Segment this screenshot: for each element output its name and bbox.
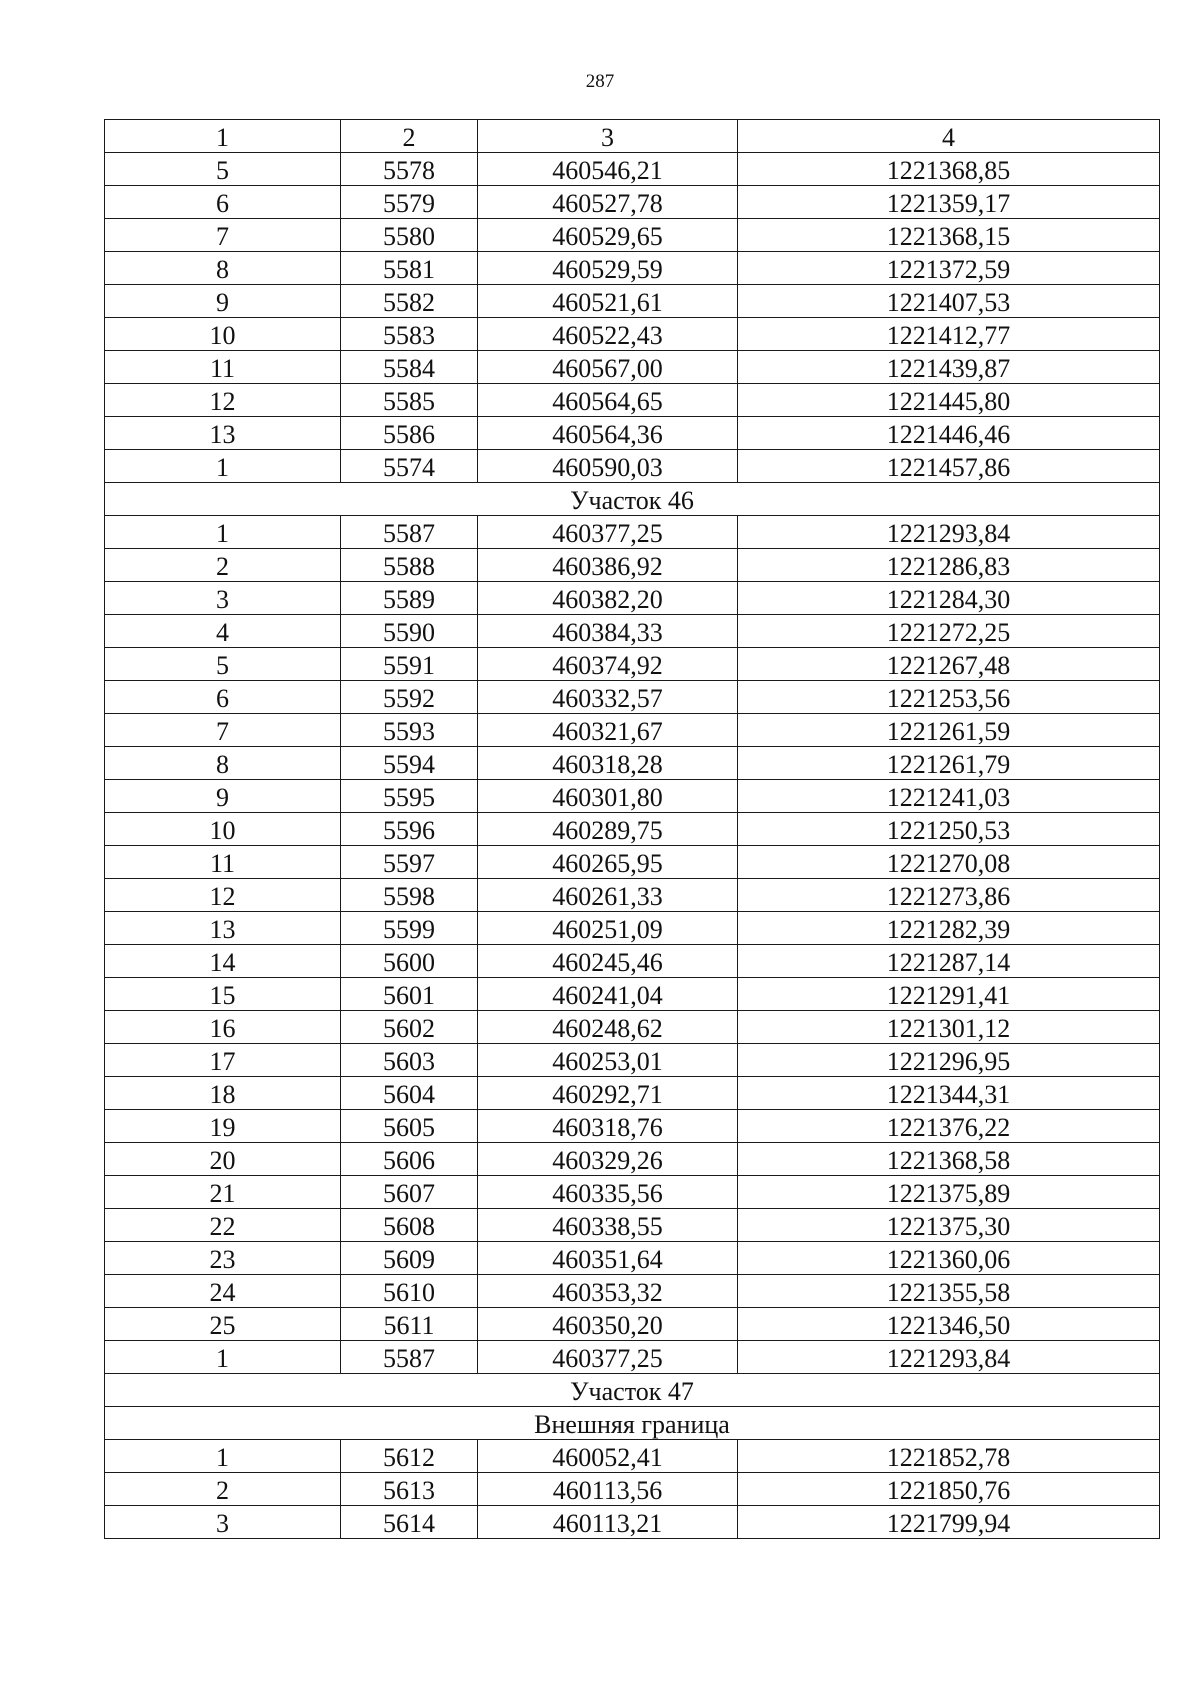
table-row	[105, 912, 1160, 945]
section-header-row	[105, 1374, 1160, 1407]
table-row	[105, 1143, 1160, 1176]
point-number-cell: 25	[105, 1308, 341, 1341]
coord-y-cell: 1221368,85	[738, 153, 1160, 186]
point-id-cell: 5598	[341, 879, 478, 912]
coord-y-cell: 1221296,95	[738, 1044, 1160, 1077]
table-row	[105, 417, 1160, 450]
table-row	[105, 1110, 1160, 1143]
coord-x-cell: 460332,57	[478, 681, 738, 714]
coord-y-cell: 1221261,79	[738, 747, 1160, 780]
point-id-cell: 5578	[341, 153, 478, 186]
coord-x-cell: 460377,25	[478, 516, 738, 549]
point-id-cell: 5597	[341, 846, 478, 879]
coord-x-cell: 460529,59	[478, 252, 738, 285]
table-row	[105, 582, 1160, 615]
coord-y-cell: 1221267,48	[738, 648, 1160, 681]
point-number-cell: 13	[105, 912, 341, 945]
coord-y-cell: 1221360,06	[738, 1242, 1160, 1275]
point-number-cell: 1	[105, 450, 341, 483]
point-number-cell: 9	[105, 780, 341, 813]
table-row	[105, 1176, 1160, 1209]
table-row	[105, 615, 1160, 648]
point-number-cell: 10	[105, 318, 341, 351]
coord-x-cell: 460261,33	[478, 879, 738, 912]
table-row	[105, 1341, 1160, 1374]
coord-x-cell: 460318,28	[478, 747, 738, 780]
table-row	[105, 549, 1160, 582]
coord-y-cell: 1221372,59	[738, 252, 1160, 285]
coord-x-cell: 460113,56	[478, 1473, 738, 1506]
section-header-row	[105, 1407, 1160, 1440]
point-number-cell: 16	[105, 1011, 341, 1044]
coord-x-cell: 460245,46	[478, 945, 738, 978]
point-id-cell: 5603	[341, 1044, 478, 1077]
table-row	[105, 780, 1160, 813]
coord-y-cell: 1221852,78	[738, 1440, 1160, 1473]
header-cell-3: 3	[478, 120, 738, 153]
table-row	[105, 813, 1160, 846]
point-id-cell: 5601	[341, 978, 478, 1011]
coord-y-cell: 1221439,87	[738, 351, 1160, 384]
coord-y-cell: 1221368,15	[738, 219, 1160, 252]
point-id-cell: 5591	[341, 648, 478, 681]
point-number-cell: 8	[105, 252, 341, 285]
point-id-cell: 5586	[341, 417, 478, 450]
coord-x-cell: 460353,32	[478, 1275, 738, 1308]
point-number-cell: 2	[105, 549, 341, 582]
coord-x-cell: 460350,20	[478, 1308, 738, 1341]
coord-x-cell: 460351,64	[478, 1242, 738, 1275]
table-row	[105, 384, 1160, 417]
coord-y-cell: 1221250,53	[738, 813, 1160, 846]
coord-x-cell: 460567,00	[478, 351, 738, 384]
table-row	[105, 1209, 1160, 1242]
coord-x-cell: 460386,92	[478, 549, 738, 582]
coord-x-cell: 460265,95	[478, 846, 738, 879]
table-row	[105, 1440, 1160, 1473]
coord-x-cell: 460527,78	[478, 186, 738, 219]
coord-x-cell: 460335,56	[478, 1176, 738, 1209]
coord-y-cell: 1221344,31	[738, 1077, 1160, 1110]
coord-x-cell: 460292,71	[478, 1077, 738, 1110]
coord-x-cell: 460374,92	[478, 648, 738, 681]
table-row	[105, 219, 1160, 252]
coord-y-cell: 1221375,89	[738, 1176, 1160, 1209]
header-cell-4: 4	[738, 120, 1160, 153]
header-row	[105, 120, 1160, 153]
point-id-cell: 5604	[341, 1077, 478, 1110]
coord-y-cell: 1221445,80	[738, 384, 1160, 417]
point-id-cell: 5590	[341, 615, 478, 648]
point-id-cell: 5613	[341, 1473, 478, 1506]
coord-x-cell: 460248,62	[478, 1011, 738, 1044]
point-id-cell: 5592	[341, 681, 478, 714]
coord-y-cell: 1221282,39	[738, 912, 1160, 945]
coord-y-cell: 1221359,17	[738, 186, 1160, 219]
point-id-cell: 5581	[341, 252, 478, 285]
table-row	[105, 153, 1160, 186]
point-number-cell: 24	[105, 1275, 341, 1308]
point-number-cell: 23	[105, 1242, 341, 1275]
coord-y-cell: 1221287,14	[738, 945, 1160, 978]
point-number-cell: 18	[105, 1077, 341, 1110]
coord-y-cell: 1221293,84	[738, 1341, 1160, 1374]
section-header-row	[105, 483, 1160, 516]
table-row	[105, 846, 1160, 879]
table-row	[105, 681, 1160, 714]
point-number-cell: 6	[105, 186, 341, 219]
point-number-cell: 3	[105, 582, 341, 615]
coord-y-cell: 1221253,56	[738, 681, 1160, 714]
point-id-cell: 5574	[341, 450, 478, 483]
coord-x-cell: 460377,25	[478, 1341, 738, 1374]
point-id-cell: 5583	[341, 318, 478, 351]
table-row	[105, 1506, 1160, 1539]
coord-x-cell: 460529,65	[478, 219, 738, 252]
point-number-cell: 1	[105, 1341, 341, 1374]
section-label: Внешняя граница	[105, 1407, 1160, 1440]
table-row	[105, 714, 1160, 747]
coord-x-cell: 460546,21	[478, 153, 738, 186]
point-number-cell: 17	[105, 1044, 341, 1077]
table-row	[105, 516, 1160, 549]
coord-x-cell: 460384,33	[478, 615, 738, 648]
point-number-cell: 7	[105, 219, 341, 252]
table-row	[105, 879, 1160, 912]
coord-x-cell: 460522,43	[478, 318, 738, 351]
coord-y-cell: 1221284,30	[738, 582, 1160, 615]
coord-y-cell: 1221241,03	[738, 780, 1160, 813]
point-id-cell: 5600	[341, 945, 478, 978]
point-number-cell: 1	[105, 1440, 341, 1473]
point-number-cell: 7	[105, 714, 341, 747]
point-id-cell: 5587	[341, 1341, 478, 1374]
point-id-cell: 5584	[341, 351, 478, 384]
coord-x-cell: 460382,20	[478, 582, 738, 615]
coord-y-cell: 1221376,22	[738, 1110, 1160, 1143]
coord-y-cell: 1221273,86	[738, 879, 1160, 912]
coord-y-cell: 1221261,59	[738, 714, 1160, 747]
coord-x-cell: 460521,61	[478, 285, 738, 318]
page-number: 287	[585, 71, 615, 92]
table-row	[105, 186, 1160, 219]
coord-y-cell: 1221375,30	[738, 1209, 1160, 1242]
point-id-cell: 5585	[341, 384, 478, 417]
point-id-cell: 5593	[341, 714, 478, 747]
table-body	[105, 153, 1160, 1539]
table-row	[105, 648, 1160, 681]
coord-y-cell: 1221286,83	[738, 549, 1160, 582]
coord-y-cell: 1221346,50	[738, 1308, 1160, 1341]
point-id-cell: 5589	[341, 582, 478, 615]
coordinates-table	[104, 119, 1160, 1539]
table-row	[105, 1242, 1160, 1275]
coord-y-cell: 1221457,86	[738, 450, 1160, 483]
point-number-cell: 11	[105, 351, 341, 384]
table-row	[105, 747, 1160, 780]
coord-x-cell: 460052,41	[478, 1440, 738, 1473]
point-id-cell: 5608	[341, 1209, 478, 1242]
point-number-cell: 13	[105, 417, 341, 450]
header-cell-1: 1	[105, 120, 341, 153]
table-row	[105, 1011, 1160, 1044]
point-id-cell: 5579	[341, 186, 478, 219]
table-row	[105, 1473, 1160, 1506]
header-cell-2: 2	[341, 120, 478, 153]
point-id-cell: 5614	[341, 1506, 478, 1539]
coord-y-cell: 1221368,58	[738, 1143, 1160, 1176]
table-row	[105, 318, 1160, 351]
point-number-cell: 15	[105, 978, 341, 1011]
point-id-cell: 5580	[341, 219, 478, 252]
point-number-cell: 19	[105, 1110, 341, 1143]
coord-x-cell: 460321,67	[478, 714, 738, 747]
point-id-cell: 5588	[341, 549, 478, 582]
section-label: Участок 47	[105, 1374, 1160, 1407]
point-number-cell: 5	[105, 648, 341, 681]
table-row	[105, 285, 1160, 318]
point-number-cell: 14	[105, 945, 341, 978]
coord-y-cell: 1221446,46	[738, 417, 1160, 450]
point-number-cell: 4	[105, 615, 341, 648]
point-number-cell: 3	[105, 1506, 341, 1539]
coord-x-cell: 460241,04	[478, 978, 738, 1011]
point-id-cell: 5599	[341, 912, 478, 945]
point-id-cell: 5611	[341, 1308, 478, 1341]
point-number-cell: 21	[105, 1176, 341, 1209]
table-row	[105, 978, 1160, 1011]
point-id-cell: 5602	[341, 1011, 478, 1044]
point-id-cell: 5609	[341, 1242, 478, 1275]
table-row	[105, 1077, 1160, 1110]
coord-y-cell: 1221799,94	[738, 1506, 1160, 1539]
point-id-cell: 5606	[341, 1143, 478, 1176]
point-number-cell: 11	[105, 846, 341, 879]
coord-x-cell: 460590,03	[478, 450, 738, 483]
point-number-cell: 6	[105, 681, 341, 714]
point-number-cell: 5	[105, 153, 341, 186]
point-id-cell: 5596	[341, 813, 478, 846]
coord-x-cell: 460251,09	[478, 912, 738, 945]
coord-x-cell: 460253,01	[478, 1044, 738, 1077]
table-row	[105, 945, 1160, 978]
coord-y-cell: 1221293,84	[738, 516, 1160, 549]
point-id-cell: 5612	[341, 1440, 478, 1473]
section-label: Участок 46	[105, 483, 1160, 516]
point-id-cell: 5582	[341, 285, 478, 318]
point-number-cell: 12	[105, 384, 341, 417]
point-number-cell: 10	[105, 813, 341, 846]
coord-x-cell: 460338,55	[478, 1209, 738, 1242]
coord-y-cell: 1221355,58	[738, 1275, 1160, 1308]
point-id-cell: 5595	[341, 780, 478, 813]
coord-x-cell: 460301,80	[478, 780, 738, 813]
point-number-cell: 22	[105, 1209, 341, 1242]
table-row	[105, 1275, 1160, 1308]
coord-x-cell: 460564,65	[478, 384, 738, 417]
coord-y-cell: 1221272,25	[738, 615, 1160, 648]
point-number-cell: 20	[105, 1143, 341, 1176]
coord-x-cell: 460318,76	[478, 1110, 738, 1143]
point-number-cell: 1	[105, 516, 341, 549]
coord-y-cell: 1221850,76	[738, 1473, 1160, 1506]
point-number-cell: 9	[105, 285, 341, 318]
point-id-cell: 5610	[341, 1275, 478, 1308]
point-id-cell: 5587	[341, 516, 478, 549]
point-number-cell: 8	[105, 747, 341, 780]
coord-y-cell: 1221270,08	[738, 846, 1160, 879]
point-id-cell: 5605	[341, 1110, 478, 1143]
point-number-cell: 2	[105, 1473, 341, 1506]
table-row	[105, 1308, 1160, 1341]
coord-y-cell: 1221291,41	[738, 978, 1160, 1011]
coord-x-cell: 460289,75	[478, 813, 738, 846]
table-row	[105, 450, 1160, 483]
table-row	[105, 252, 1160, 285]
coord-y-cell: 1221412,77	[738, 318, 1160, 351]
point-id-cell: 5594	[341, 747, 478, 780]
table-row	[105, 351, 1160, 384]
point-id-cell: 5607	[341, 1176, 478, 1209]
point-number-cell: 12	[105, 879, 341, 912]
coord-x-cell: 460564,36	[478, 417, 738, 450]
coord-y-cell: 1221301,12	[738, 1011, 1160, 1044]
coord-x-cell: 460329,26	[478, 1143, 738, 1176]
coord-y-cell: 1221407,53	[738, 285, 1160, 318]
coord-x-cell: 460113,21	[478, 1506, 738, 1539]
table-row	[105, 1044, 1160, 1077]
